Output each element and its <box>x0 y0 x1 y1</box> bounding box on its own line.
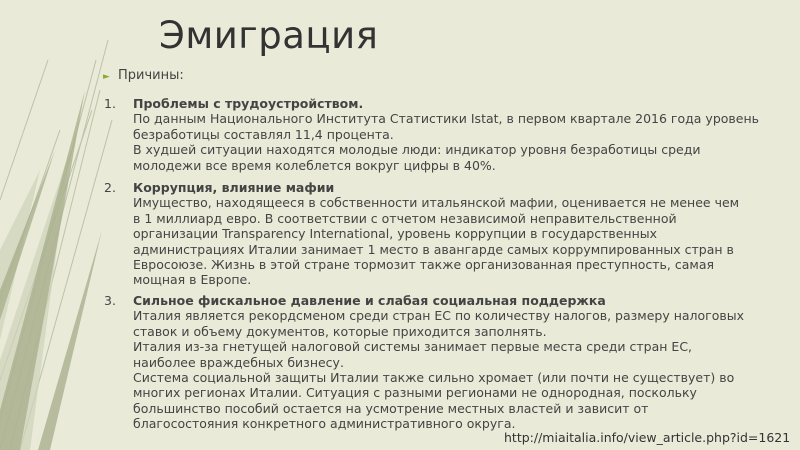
item-text-line: в 1 миллиард евро. В соответствии с отчетом независимой неправительственной <box>133 210 677 226</box>
intro-label: Причины: <box>118 68 184 83</box>
item-text-line: многих регионах Италии. Ситуация с разными регионами не однородная, поскольку <box>133 385 697 401</box>
item-text-line: безработицы составлял 11,4 процента. <box>133 126 394 142</box>
item-text-line: организации Transparency International, уровень коррупции в государственных <box>133 226 658 242</box>
bullet-arrow-icon: ► <box>103 72 110 82</box>
item-text-line: наиболее враждебных бизнесу. <box>133 354 344 370</box>
slide-title: Эмиграция <box>159 14 379 57</box>
item-text-line: ставок и объему документов, которые приходится заполнять. <box>133 323 547 339</box>
item-body <box>133 293 773 432</box>
item-text-line: мощная в Европе. <box>133 272 252 288</box>
item-text-line: Евросоюзе. Жизнь в этой стране тормозит также организованная преступность, самая <box>133 257 714 273</box>
item-text-line: молодежи все время колеблется вокруг цифры в 40%. <box>133 157 496 173</box>
source-link[interactable]: http://miaitalia.info/view_article.php?id=1621 <box>504 430 791 445</box>
item-body <box>133 96 773 173</box>
item-heading: Коррупция, влияние мафии <box>133 180 335 195</box>
item-text-line: администрациях Италии занимает 1 место в авангарде самых коррумпированных стран в <box>133 241 734 257</box>
item-text-line: В худшей ситуации находятся молодые люди: индикатор уровня безработицы среди <box>133 142 701 158</box>
item-heading: Проблемы с трудоустройством. <box>133 96 364 111</box>
item-number: 2. <box>104 180 116 195</box>
item-text-line: По данным Национального Института Статистики Istat, в первом квартале 2016 года уровень <box>133 111 759 127</box>
item-text-line: благосостояния конкретного административного округа. <box>133 416 516 432</box>
item-text-line: Система социальной защиты Италии также сильно хромает (или почти не существует) во <box>133 370 735 386</box>
item-heading: Сильное фискальное давление и слабая социальная поддержка <box>133 293 606 308</box>
item-text-line: Италия является рекордсменом среди стран ЕС по количеству налогов, размеру налоговых <box>133 308 745 324</box>
item-text-line: Италия из-за гнетущей налоговой системы занимает первые места среди стран ЕС, <box>133 339 693 355</box>
item-text-line: Имущество, находящееся в собственности итальянской мафии, оценивается не менее чем <box>133 195 740 211</box>
item-number: 1. <box>104 96 116 111</box>
item-number: 3. <box>104 293 116 308</box>
item-text-line: большинство пособий остается на усмотрение местных властей и зависит от <box>133 400 649 416</box>
item-body <box>133 180 773 288</box>
